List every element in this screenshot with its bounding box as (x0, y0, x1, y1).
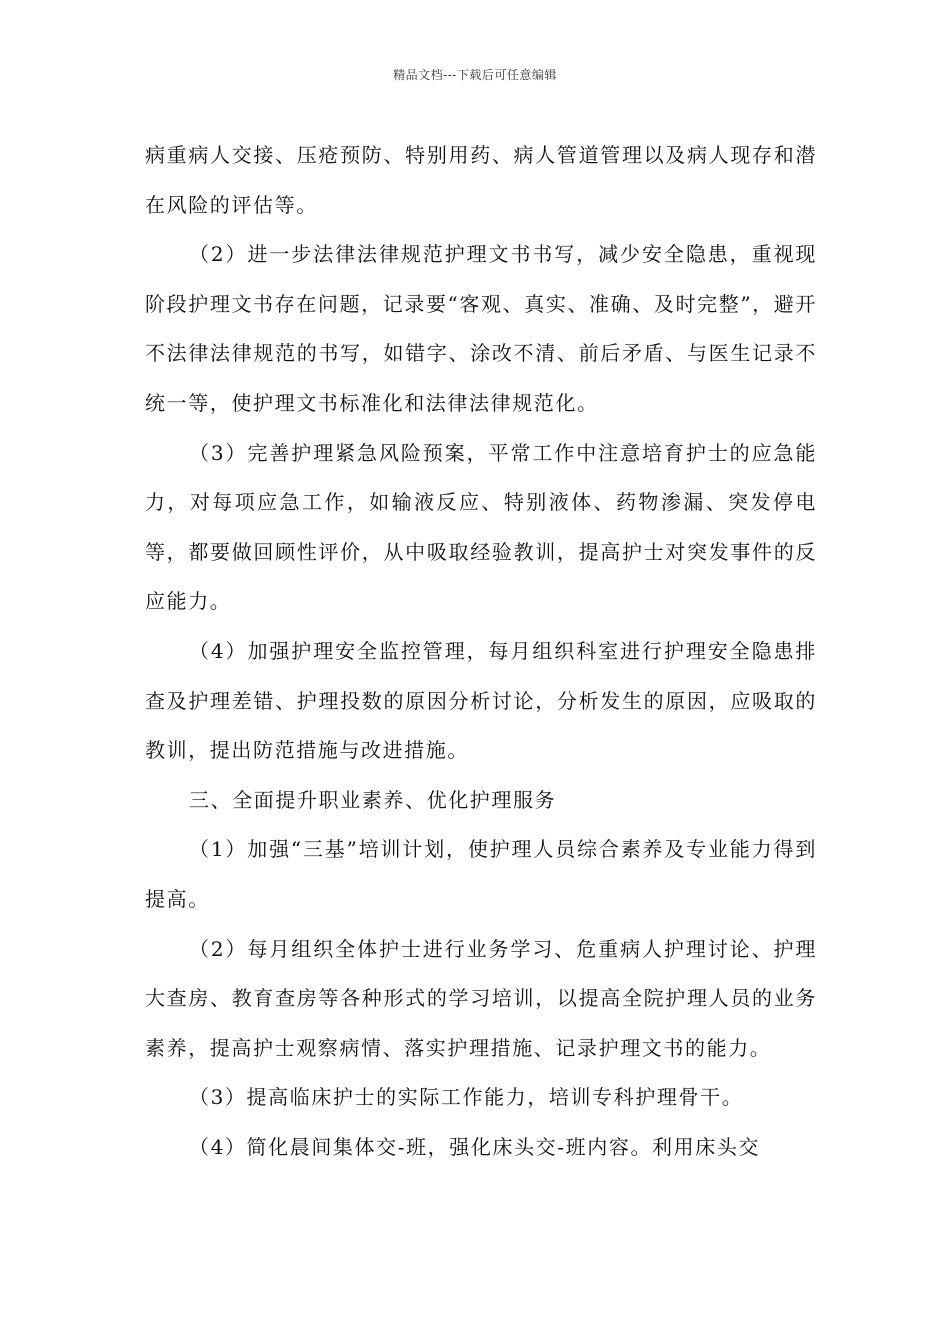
paragraph: （2）进一步法律法律规范护理文书书写，减少安全隐患，重视现阶段护理文书存在问题，记录要“客观、真实、准确、及时完整”，避开不法律法律规范的书写，如错字、涂改不清、前后矛盾、与医生记录不统一等，使护理文书标准化和法律法律规范化。 (145, 242, 817, 415)
paragraph: （4）加强护理安全监控管理，每月组织科室进行护理安全隐患排查及护理差错、护理投数的原因分析讨论，分析发生的原因，应吸取的教训，提出防范措施与改进措施。 (145, 638, 817, 763)
page-header: 精品文档---下载后可任意编辑 (393, 68, 557, 82)
paragraph: （1）加强“三基”培训计划，使护理人员综合素养及专业能力得到提高。 (145, 837, 817, 911)
paragraph: 病重病人交接、压疮预防、特别用药、病人管道管理以及病人现存和潜在风险的评估等。 (145, 143, 817, 217)
document-body (145, 131, 817, 1172)
paragraph: （2）每月组织全体护士进行业务学习、危重病人护理讨论、护理大查房、教育查房等各种形式的学习培训，以提高全院护理人员的业务素养，提高护士观察病情、落实护理措施、记录护理文书的能力。 (145, 936, 817, 1060)
section-heading: 三、全面提升职业素养、优化护理服务 (189, 787, 557, 812)
paragraph: （3）提高临床护士的实际工作能力，培训专科护理骨干。 (189, 1085, 744, 1110)
paragraph: （4）简化晨间集体交-班，强化床头交-班内容。利用床头交 (189, 1134, 761, 1159)
paragraph: （3）完善护理紧急风险预案，平常工作中注意培育护士的应急能力，对每项应急工作，如输液反应、特别液体、药物渗漏、突发停电等，都要做回顾性评价，从中吸取经验教训，提高护士对突发事件的反应能力。 (145, 440, 817, 614)
